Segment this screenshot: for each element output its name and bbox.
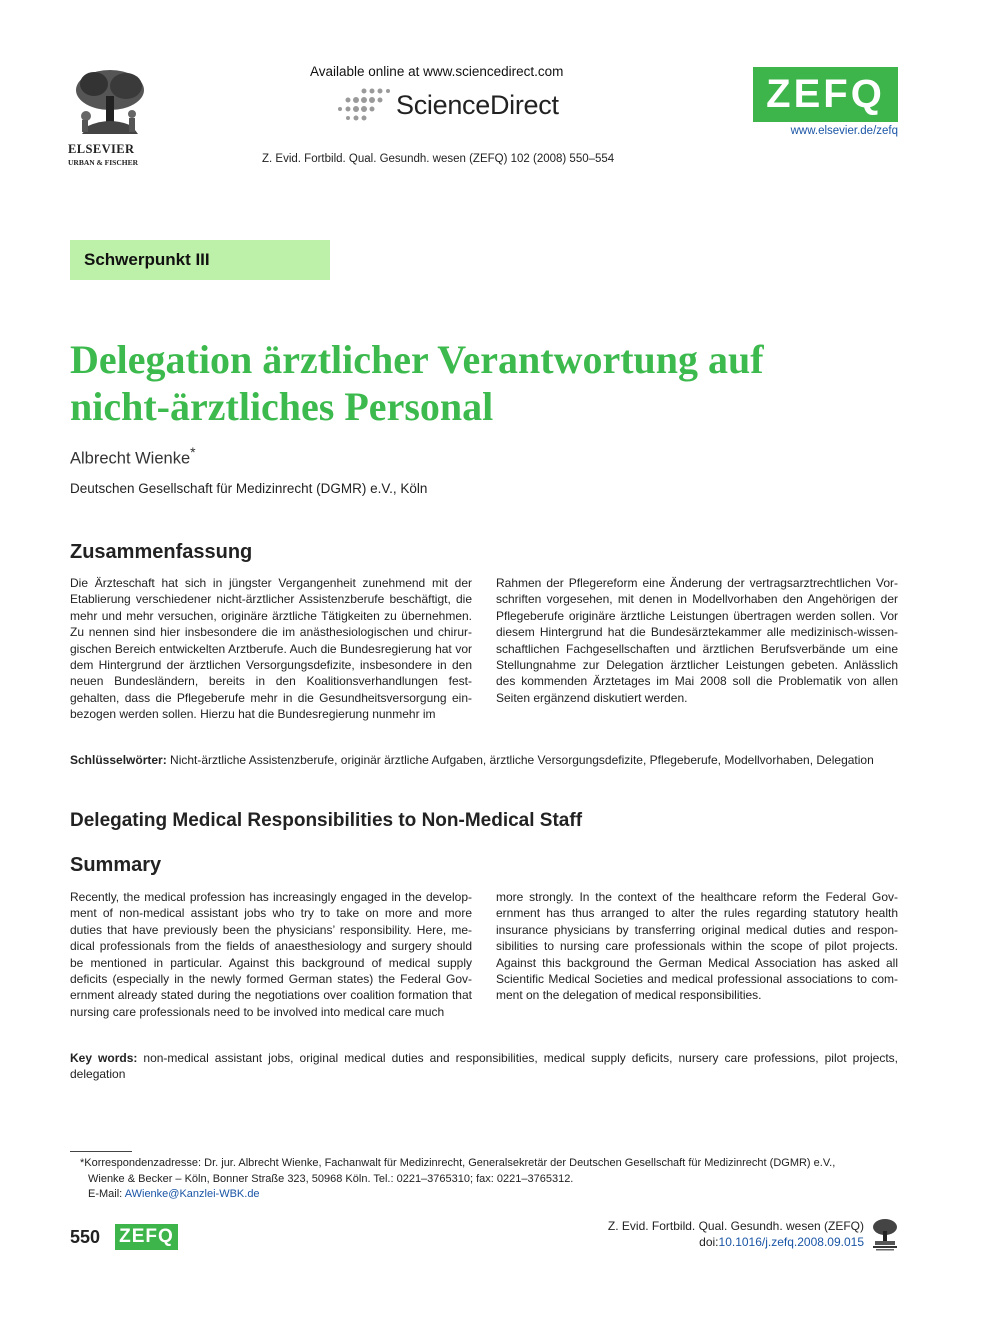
elsevier-wordmark: ELSEVIER xyxy=(68,142,135,156)
sciencedirect-logo[interactable] xyxy=(334,86,574,126)
abstract-en-heading: Summary xyxy=(70,854,162,876)
urban-fischer-wordmark: URBAN & FISCHER xyxy=(68,158,139,167)
footnote-email-label: E-Mail: xyxy=(88,1188,125,1200)
footnote-email-link[interactable]: AWienke@Kanzlei-WBK.de xyxy=(124,1188,260,1200)
english-title: Delegating Medical Responsibilities to Non-Medical Staff xyxy=(70,810,583,831)
sciencedirect-wordmark: ScienceDirect xyxy=(396,90,559,120)
keywords-de-label: Schlüsselwörter: xyxy=(70,753,167,767)
abstract-de-heading: Zusammenfassung xyxy=(70,541,253,563)
footer-zefq-logo: ZEFQ xyxy=(115,1224,178,1250)
zefq-logo: ZEFQ xyxy=(753,67,898,122)
author-affiliation: Deutschen Gesellschaft für Medizinrecht (DGMR) e.V., Köln xyxy=(70,481,428,496)
footnote-line-2: Wienke & Becker – Köln, Bonner Straße 323, 50968 Köln. Tel.: 0221–3765310; fax: 0221–3765312. xyxy=(88,1172,574,1185)
footnote-email-line xyxy=(80,1187,880,1203)
footer-journal-name: Z. Evid. Fortbild. Qual. Gesundh. wesen (ZEFQ) xyxy=(607,1219,864,1233)
abstract-de-column-1: Die Ärzteschaft hat sich in jüngster Vergangenheit zunehmend mit der Etablierung verschiedener nicht-ärztlicher Assistenzberufe beschäftigt, die mehr und mehr versuchen, originäre ärztliche Tätigkeiten zu übernehmen. Zu nennen sind hier insbesondere die im anästhesiologischen und chirurgischen Bereich entwickelten Arztberufe. Auch die Bundesregierung hat vor dem Hintergrund der ärztlichen Versorgungsdefizite, insbesondere in den neuen Bundesländern, bereits in den Koalitionsverhandlungen festgehalten, dass die Pflegeberufe mehr in die Gesundheitsversorgung einbezogen werden sollen. Hierzu hat die Bundesregierung nunmehr im xyxy=(70,576,472,722)
footnote-line-1: *Korrespondenzadresse: Dr. jur. Albrecht Wienke, Fachanwalt für Medizinrecht, Generalsekretär der Deutschen Gesellschaft für Medizinrecht (DGMR) e.V., xyxy=(80,1157,836,1169)
keywords-en-list: non-medical assistant jobs, original medical duties and responsibilities, medical supply deficits, nursery care professions, pilot projects, delegation xyxy=(70,1051,898,1082)
article-title xyxy=(70,336,910,430)
keywords-de-list: Nicht-ärztliche Assistenzberufe, originär ärztliche Aufgaben, ärztliche Versorgungsdefizite, Pflegeberufe, Modellvorhaben, Delegation xyxy=(166,753,874,767)
abstract-de-column-2: Rahmen der Pflegereform eine Änderung der vertragsarztrechtlichen Vorschriften vorgesehen, mit denen in Modellvorhaben den Angehörigen der Pflegeberufe originäre ärztliche Leistungen übertragen werden sollen. Vor diesem Hintergrund hat die Bundesärztekammer alle medizinisch-wissenschaftlichen Fachgesellschaften und ärztlichen Berufsverbände um eine Stellungnahme zur Delegation ärztlicher Leistungen gebeten. Anlässlich des kommenden Ärztetages im Mai 2008 soll die Problematik von allen Seiten ergänzend diskutiert werden. xyxy=(496,576,898,705)
page-number: 550 xyxy=(70,1227,101,1247)
author-name: Albrecht Wienke xyxy=(70,449,191,468)
abstract-en-column-1: Recently, the medical profession has increasingly engaged in the development of non-medical assistant jobs who try to take on more and more duties that have previously been the physicians’ responsibility. Here, medical professionals from the fields of anaesthesiology and surgery should be mentioned in particular. Against this background of medical supply deficits (especially in the newly formed German states) the Federal Government already stated during the negotiations over coalition formation that nursing care professionals need to be involved into medical care much xyxy=(70,890,472,1019)
abstract-en-column-2: more strongly. In the context of the healthcare reform the Federal Government has thus arranged to alter the rules regarding statutory health insurance physicians by transferring original medical duties and responsibilities to nursing care professionals within the scope of pilot projects. Against this background the German Medical Association has asked all Scientific Medical Societies and medical professional associations to comment on the delegation of medical responsibilities. xyxy=(496,890,898,1003)
journal-citation: Z. Evid. Fortbild. Qual. Gesundh. wesen (ZEFQ) 102 (2008) 550–554 xyxy=(262,153,615,165)
journal-url-link[interactable]: www.elsevier.de/zefq xyxy=(790,125,898,137)
author xyxy=(70,444,196,469)
sciencedirect-dots-icon xyxy=(334,86,392,126)
keywords-en-label: Key words: xyxy=(70,1051,138,1065)
correspondence-footnote xyxy=(80,1156,880,1203)
section-label: Schwerpunkt III xyxy=(70,240,330,280)
article-title-line-1: Delegation ärztlicher Verantwortung auf xyxy=(70,337,764,382)
author-footnote-mark[interactable]: * xyxy=(190,444,196,460)
elsevier-logo xyxy=(68,66,154,170)
footer-elsevier-tree-icon xyxy=(871,1217,899,1251)
available-online-text: Available online at www.sciencedirect.com xyxy=(310,64,564,79)
footnote-divider xyxy=(70,1151,132,1152)
footer-doi xyxy=(560,1235,864,1249)
keywords-de xyxy=(70,752,900,768)
article-title-line-2: nicht-ärztliches Personal xyxy=(70,384,494,429)
keywords-en xyxy=(70,1050,898,1083)
footer-doi-link[interactable]: 10.1016/j.zefq.2008.09.015 xyxy=(718,1235,864,1249)
elsevier-tree-icon xyxy=(68,66,152,136)
footer-doi-label: doi: xyxy=(699,1235,719,1249)
